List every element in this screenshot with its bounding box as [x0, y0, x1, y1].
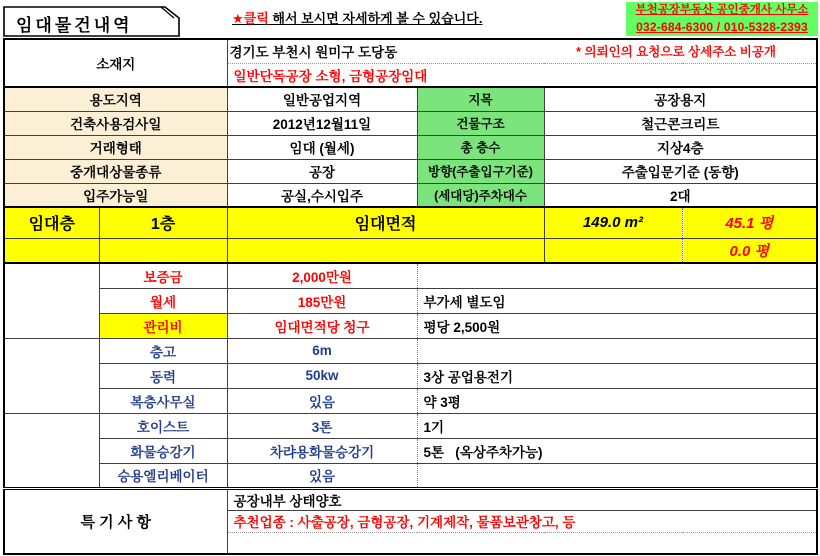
info-value-movein-date: 공실,수시입주 [227, 183, 417, 207]
agency-contact-box [626, 2, 818, 36]
info-label-parking: (세대당)주차대수 [417, 183, 544, 207]
lease-sub-empty-2 [99, 238, 227, 263]
info-label-deal-type: 거래형태 [4, 135, 227, 159]
lease-sub-empty-4 [544, 238, 682, 263]
detail-note-deposit [417, 263, 817, 288]
detail-value-maintenance-fee: 임대면적당 청구 [227, 313, 417, 338]
detail-label-monthly-rent: 월세 [99, 288, 227, 313]
page-title: 임대물건내역 [16, 16, 133, 35]
info-value-structure: 철근콘크리트 [544, 111, 817, 135]
lease-area-pyeong-sub: 0.0 평 [682, 238, 817, 263]
info-value-parking: 2대 [544, 183, 817, 207]
info-label-land-category: 지목 [417, 87, 544, 111]
detail-value-hoist: 3톤 [227, 413, 417, 438]
page-header [0, 0, 820, 38]
detail-label-hoist: 호이스트 [99, 413, 227, 438]
detail-label-deposit: 보증금 [99, 263, 227, 288]
info-value-inspection-date: 2012년12월11일 [227, 111, 417, 135]
lease-sub-empty-1 [4, 238, 99, 263]
location-address: 경기도 부천시 원미구 도당동 [229, 45, 398, 61]
detail-value-deposit: 2,000만원 [227, 263, 417, 288]
lease-floor-label: 임대층 [4, 207, 99, 238]
click-hint-star: ★클릭 [232, 11, 269, 26]
detail-label-loft-office: 복층사무실 [99, 388, 227, 413]
info-label-movein-date: 입주가능일 [4, 183, 227, 207]
location-privacy-note: * 의뢰인의 요청으로 상세주소 비공개 [576, 45, 777, 60]
info-label-zoning: 용도지역 [4, 87, 227, 111]
detail-note-maintenance-fee: 평당 2,500원 [417, 313, 817, 338]
detail-value-power: 50kw [227, 363, 417, 388]
info-label-direction: 방향(주출입구기준) [417, 159, 544, 183]
agency-phone[interactable]: 032-684-6300 / 010-5328-2393 [636, 20, 808, 34]
info-value-total-floors: 지상4층 [544, 135, 817, 159]
click-hint-text [232, 8, 482, 27]
special-note-line3-empty [227, 532, 817, 554]
detail-value-monthly-rent: 185만원 [227, 288, 417, 313]
info-label-property-kind: 중개대상물종류 [4, 159, 227, 183]
detail-label-power: 동력 [99, 363, 227, 388]
detail-value-ceiling-height: 6m [227, 338, 417, 363]
detail-value-cargo-lift: 차랴용화물승강기 [227, 438, 417, 463]
lease-area-pyeong: 45.1 평 [682, 207, 817, 238]
property-table [3, 38, 818, 555]
detail-spacer-1 [4, 263, 99, 338]
info-label-inspection-date: 건축사용검사일 [4, 111, 227, 135]
agency-name: 부천공장부동산 공인중개사 사무소 [635, 4, 809, 16]
lease-floor-value: 1층 [99, 207, 227, 238]
detail-spacer-3 [4, 413, 99, 488]
detail-note-hoist: 1기 [417, 413, 817, 438]
lease-area-m2: 149.0 m² [544, 207, 682, 238]
detail-label-passenger-elevator: 승용엘리베이터 [99, 463, 227, 488]
detail-label-maintenance-fee: 관리비 [99, 313, 227, 338]
lease-sub-empty-3 [227, 238, 544, 263]
detail-spacer-2 [4, 338, 99, 413]
special-note-line1: 공장내부 상태양호 [227, 488, 817, 510]
detail-value-passenger-elevator: 있음 [227, 463, 417, 488]
detail-label-cargo-lift: 화물승강기 [99, 438, 227, 463]
detail-value-loft-office: 있음 [227, 388, 417, 413]
detail-note-ceiling-height [417, 338, 817, 363]
detail-note-passenger-elevator [417, 463, 817, 488]
detail-label-ceiling-height: 층고 [99, 338, 227, 363]
special-notes-label: 특 기 사 항 [4, 488, 227, 554]
lease-area-label: 임대면적 [227, 207, 544, 238]
info-value-land-category: 공장용지 [544, 87, 817, 111]
info-label-structure: 건물구조 [417, 111, 544, 135]
detail-note-monthly-rent: 부가세 별도임 [417, 288, 817, 313]
detail-note-cargo-lift: 5톤 (옥상주차가능) [417, 438, 817, 463]
info-value-direction: 주출입문기준 (동향) [544, 159, 817, 183]
location-description: 일반단독공장 소형, 금형공장임대 [227, 63, 817, 87]
info-value-deal-type: 임대 (월세) [227, 135, 417, 159]
detail-note-loft-office: 약 3평 [417, 388, 817, 413]
info-label-total-floors: 총 층수 [417, 135, 544, 159]
detail-note-power: 3상 공업용전기 [417, 363, 817, 388]
info-value-zoning: 일반공업지역 [227, 87, 417, 111]
location-label: 소재지 [4, 39, 227, 87]
info-value-property-kind: 공장 [227, 159, 417, 183]
click-hint-rest: 해서 보시면 자세하게 볼 수 있습니다. [268, 11, 483, 26]
location-address-row [227, 39, 817, 63]
special-note-line2: 추천업종 : 사출공장, 금형공장, 기계제작, 물품보관창고, 등 [227, 510, 817, 532]
